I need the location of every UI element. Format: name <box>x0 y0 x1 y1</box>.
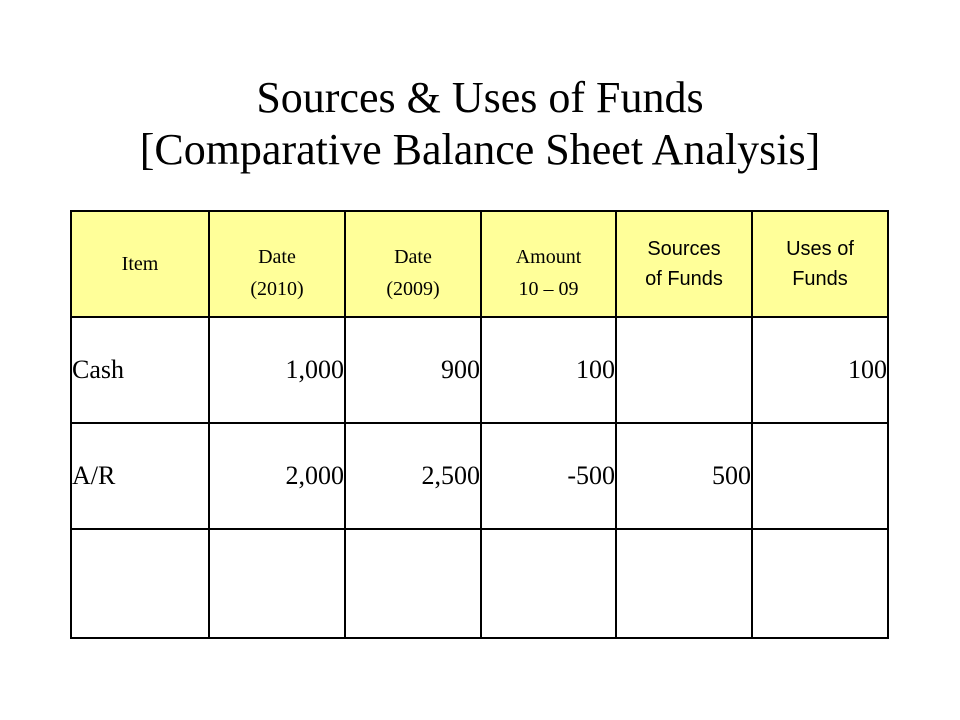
title-subtitle: [Comparative Balance Sheet Analysis] <box>139 125 821 174</box>
header-sources <box>616 211 752 317</box>
cell-sources: 500 <box>616 423 752 529</box>
header-uses-line1: Uses of <box>786 238 854 260</box>
cell-uses: 100 <box>752 317 888 423</box>
cell-sources <box>616 529 752 638</box>
header-sources-line2: of Funds <box>645 268 723 290</box>
table-row-cash <box>71 317 888 423</box>
cell-date-2009 <box>345 529 481 638</box>
table-row-empty <box>71 529 888 638</box>
cell-date-2010 <box>209 529 345 638</box>
header-date-2010-label: Date <box>258 246 296 268</box>
header-date-2009-year: (2009) <box>386 278 440 300</box>
cell-date-2009: 900 <box>345 317 481 423</box>
cell-uses <box>752 423 888 529</box>
cell-date-2010: 2,000 <box>209 423 345 529</box>
cell-item: A/R <box>71 423 209 529</box>
header-sources-line1: Sources <box>647 238 721 260</box>
header-date-2009 <box>345 211 481 317</box>
slide-title <box>0 72 960 176</box>
cell-date-2010: 1,000 <box>209 317 345 423</box>
cell-amount <box>481 529 616 638</box>
cell-item <box>71 529 209 638</box>
header-date-2010 <box>209 211 345 317</box>
header-amount <box>481 211 616 317</box>
cell-amount: 100 <box>481 317 616 423</box>
header-row <box>71 211 888 317</box>
header-amount-range: 10 – 09 <box>518 278 579 300</box>
header-date-2010-year: (2010) <box>250 278 304 300</box>
cell-sources <box>616 317 752 423</box>
cell-date-2009: 2,500 <box>345 423 481 529</box>
header-uses-line2: Funds <box>792 268 848 290</box>
cell-item: Cash <box>71 317 209 423</box>
cell-amount: -500 <box>481 423 616 529</box>
funds-table <box>70 210 889 639</box>
header-amount-label: Amount <box>515 246 582 268</box>
header-uses <box>752 211 888 317</box>
cell-uses <box>752 529 888 638</box>
title-main: Sources & Uses of Funds <box>256 73 704 122</box>
header-item <box>71 211 209 317</box>
header-item-label: Item <box>121 253 159 275</box>
header-date-2009-label: Date <box>394 246 432 268</box>
table-row-ar <box>71 423 888 529</box>
